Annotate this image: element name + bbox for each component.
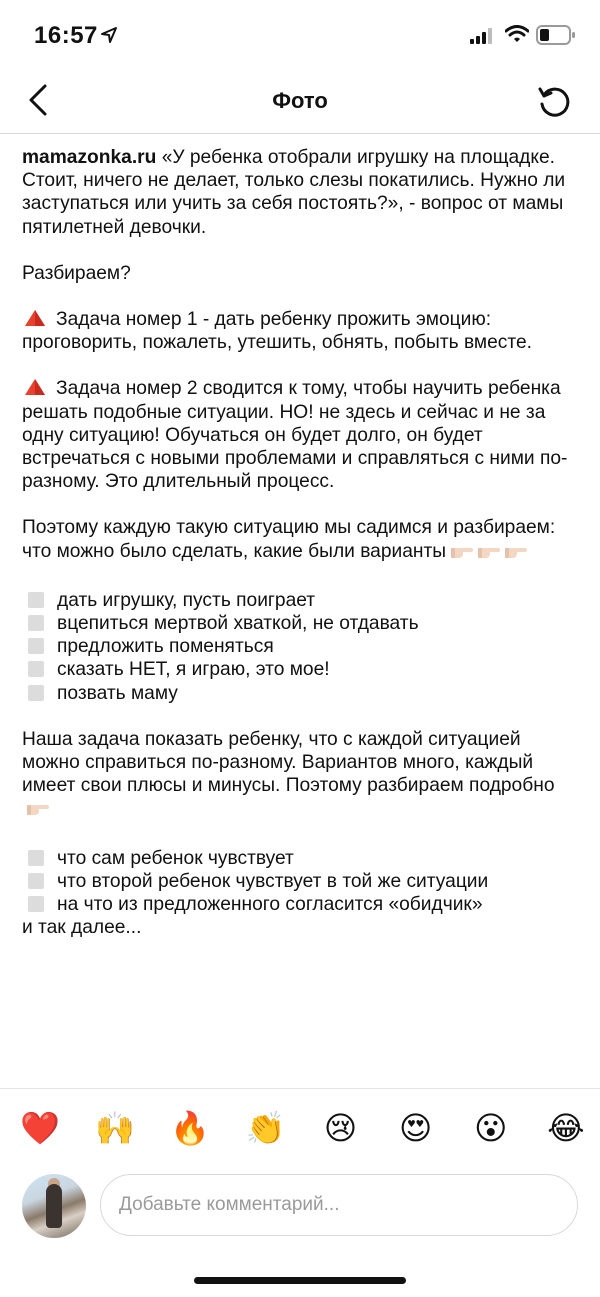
option-text: предложить поменяться [57, 636, 274, 658]
caption-etc: и так далее... [22, 917, 142, 939]
caption-intro [22, 146, 582, 239]
white-square-icon [28, 615, 44, 631]
white-square-icon [28, 661, 44, 677]
white-square-icon [28, 873, 44, 889]
white-square-icon [28, 850, 44, 866]
home-indicator[interactable] [194, 1277, 406, 1284]
pointing-hand-icon [477, 544, 501, 560]
post-username[interactable]: mamazonka.ru [22, 147, 157, 168]
detail-text: на что из предложенного согласится «обидчик» [57, 894, 483, 916]
detail-text: что сам ребенок чувствует [57, 847, 294, 869]
option-text: вцепиться мертвой хваткой, не отдавать [57, 613, 419, 635]
pointing-hand-icon [450, 544, 474, 560]
caption-intro-text: «У ребенка отобрали игрушку на площадке. Стоит, ничего не делает, только слезы покатились. Нужно ли заступаться или учить за себя постоять?», - вопрос от мамы пятилетней девочки. [22, 147, 566, 238]
caption-task-2 [22, 377, 582, 493]
option-text: дать игрушку, пусть поиграет [57, 589, 316, 611]
crying-emoji-button[interactable]: 😢 [323, 1110, 358, 1146]
heart-emoji-button[interactable]: ❤️ [20, 1110, 60, 1146]
detail-text: что второй ребенок чувствует в той же ситуации [57, 870, 489, 892]
fire-emoji-button[interactable]: 🔥 [170, 1110, 211, 1146]
caption-task-2-text: Задача номер 2 сводится к тому, чтобы научить ребенка решать подобные ситуации. НО! не здесь и сейчас и не за одну ситуацию! Обучаться он будет долго, он будет встречаться с новыми проблемами и справляться с ними по-разному. Это длительный процесс. [22, 378, 568, 493]
white-square-icon [28, 685, 44, 701]
surprised-emoji-button[interactable]: 😮 [474, 1110, 508, 1146]
caption-task-1 [22, 308, 582, 354]
caption-lets-analyze: Разбираем? [22, 262, 131, 284]
option-text: позвать маму [57, 682, 178, 704]
avatar [22, 1174, 86, 1238]
list-item [22, 635, 582, 658]
emoji-reaction-bar [20, 1108, 586, 1148]
list-item [22, 658, 582, 681]
laughing-emoji-button[interactable]: 😂 [547, 1110, 585, 1146]
white-square-icon [28, 896, 44, 912]
caption-goal [22, 728, 582, 824]
option-text: сказать НЕТ, я играю, это мое! [57, 659, 330, 681]
post-caption [22, 146, 582, 939]
nav-bar [0, 70, 600, 134]
list-item [22, 682, 582, 705]
white-square-icon [28, 592, 44, 608]
divider [0, 1088, 600, 1089]
comment-composer [22, 1172, 578, 1238]
white-square-icon [28, 638, 44, 654]
status-time: 16:57 [34, 22, 98, 49]
caption-goal-text: Наша задача показать ребенку, что с каждой ситуацией можно справиться по-разному. Вариантов много, каждый имеет свои плюсы и минусы. Поэтому разбираем подробно [22, 728, 555, 797]
caption-task-1-text: Задача номер 1 - дать ребенку прожить эмоцию: проговорить, пожалеть, утешить, обнять, побыть вместе. [22, 309, 532, 354]
pointing-hand-icon [504, 544, 528, 560]
caption-options-intro [22, 516, 582, 565]
pointing-hand-icon [26, 801, 50, 817]
caption-options-intro-text: Поэтому каждую такую ситуацию мы садимся и разбираем: что можно было сделать, какие были варианты [22, 517, 556, 562]
heart-eyes-emoji-button[interactable]: 😍 [399, 1110, 433, 1146]
list-item [22, 612, 582, 635]
wifi-icon [505, 25, 529, 43]
page-title: Фото [272, 88, 328, 113]
status-bar [0, 0, 600, 70]
red-triangle-icon [24, 309, 46, 327]
list-item [22, 893, 582, 916]
red-triangle-icon [24, 378, 46, 396]
cellular-signal-icon [470, 28, 494, 44]
pointing-hands [26, 800, 53, 823]
battery-icon [536, 25, 576, 45]
list-item [22, 870, 582, 893]
refresh-button[interactable] [534, 82, 574, 122]
list-item [22, 847, 582, 870]
location-arrow-icon [100, 26, 118, 44]
raised-hands-emoji-button[interactable]: 🙌 [95, 1110, 136, 1146]
pointing-hands [450, 543, 531, 566]
list-item [22, 589, 582, 612]
clapping-emoji-button[interactable]: 👏 [245, 1110, 286, 1146]
comment-input[interactable] [100, 1174, 578, 1236]
refresh-icon [537, 85, 571, 119]
